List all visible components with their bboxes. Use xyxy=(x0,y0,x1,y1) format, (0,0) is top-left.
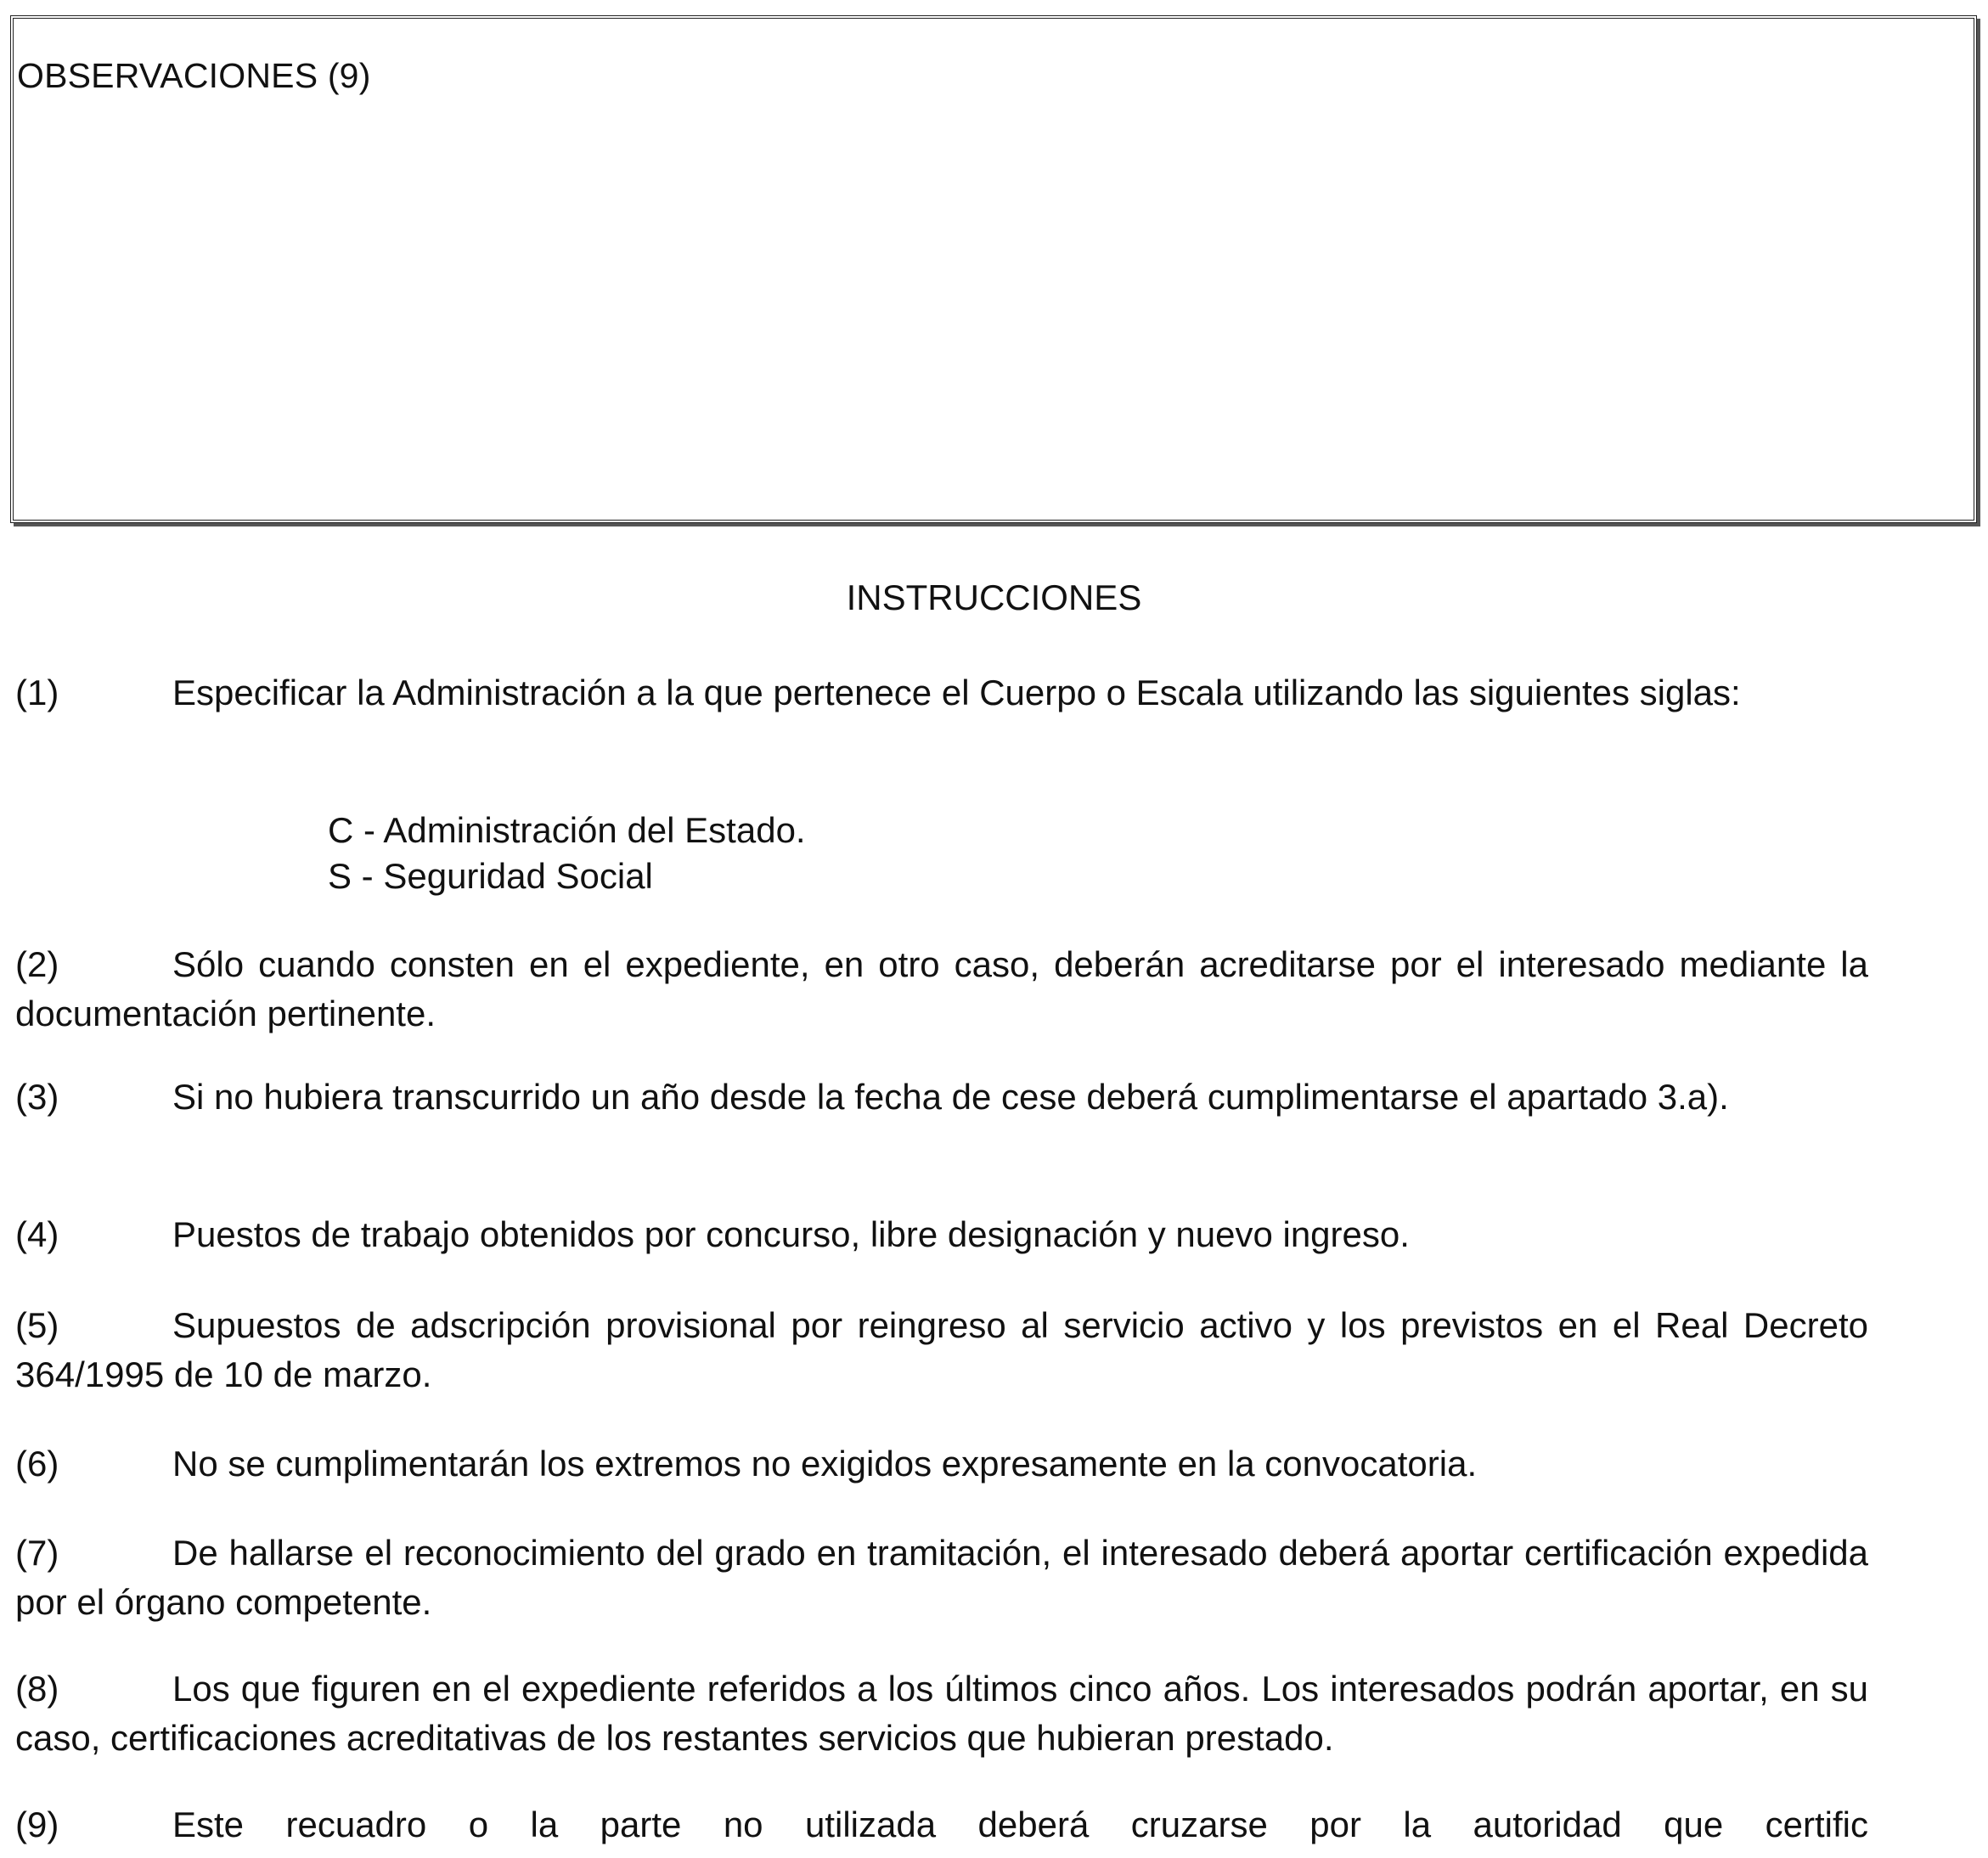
instruction-item-1 xyxy=(15,668,1868,718)
instruction-item-4 xyxy=(15,1210,1868,1259)
observaciones-label: OBSERVACIONES (9) xyxy=(17,56,371,95)
instruction-item-9 xyxy=(15,1800,1868,1850)
instruction-number: (3) xyxy=(15,1077,59,1117)
instruction-number: (2) xyxy=(15,944,59,984)
instruction-text: De hallarse el reconocimiento del grado en tramitación, el interesado deberá aportar certificación expedida por el órgano competente. xyxy=(15,1533,1868,1622)
instruction-number: (9) xyxy=(15,1805,59,1844)
instruction-item-2 xyxy=(15,940,1868,1039)
instruction-number: (4) xyxy=(15,1214,59,1254)
instruction-text: Puestos de trabajo obtenidos por concurso, libre designación y nuevo ingreso. xyxy=(172,1214,1410,1254)
instruction-text: No se cumplimentarán los extremos no exigidos expresamente en la convocatoria. xyxy=(172,1444,1478,1484)
instruction-item-7 xyxy=(15,1529,1868,1627)
instruction-item-6 xyxy=(15,1439,1868,1489)
instruction-text: Si no hubiera transcurrido un año desde la fecha de cese deberá cumplimentarse el apartado 3.a). xyxy=(172,1077,1729,1117)
instruction-number: (1) xyxy=(15,673,59,712)
instruction-item-5 xyxy=(15,1301,1868,1399)
sigla-c: C - Administración del Estado. xyxy=(328,810,806,850)
instruction-text: Supuestos de adscripción provisional por reingreso al servicio activo y los previstos en el Real Decreto 364/1995 de 10 de marzo. xyxy=(15,1305,1868,1394)
instruction-text: Este recuadro o la parte no utilizada deberá cruzarse por la autoridad que certific xyxy=(172,1805,1868,1844)
instruction-number: (8) xyxy=(15,1669,59,1709)
instruction-text: Sólo cuando consten en el expediente, en otro caso, deberán acreditarse por el interesado mediante la documentación pertinente. xyxy=(15,944,1868,1033)
instruction-text: Especificar la Administración a la que pertenece el Cuerpo o Escala utilizando las siguientes siglas: xyxy=(172,673,1741,712)
instrucciones-heading: INSTRUCCIONES xyxy=(846,577,1142,617)
instruction-text: Los que figuren en el expediente referidos a los últimos cinco años. Los interesados podrán aportar, en su caso, certificaciones acreditativas de los restantes servicios que hubieran prestado. xyxy=(15,1669,1868,1758)
instruction-number: (5) xyxy=(15,1305,59,1345)
sigla-s: S - Seguridad Social xyxy=(328,856,653,896)
instruction-number: (6) xyxy=(15,1444,59,1484)
instruction-item-3 xyxy=(15,1073,1868,1122)
instruction-item-8 xyxy=(15,1664,1868,1763)
instruction-number: (7) xyxy=(15,1533,59,1573)
